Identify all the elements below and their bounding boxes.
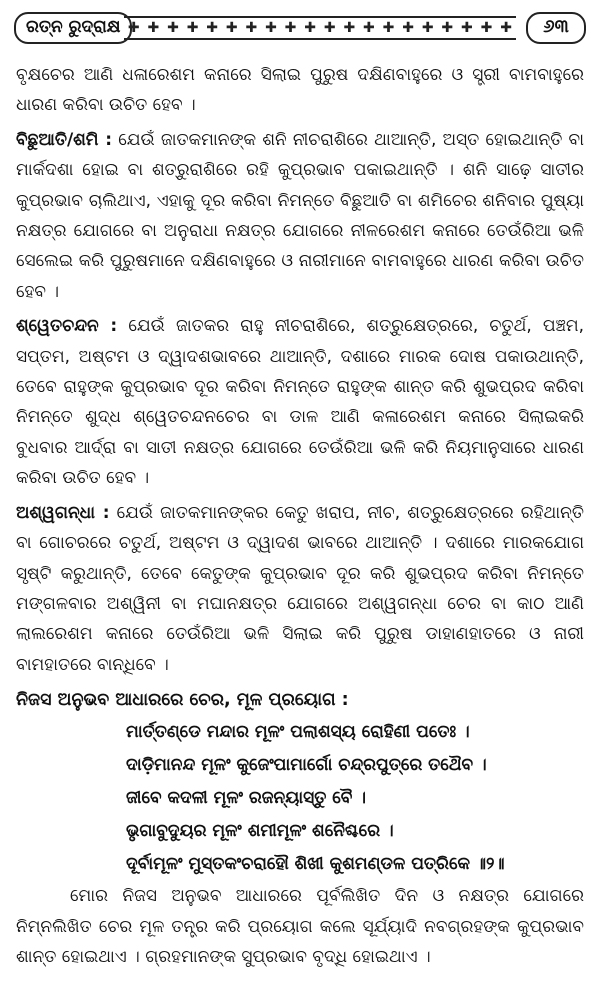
verse-line: ଦାଡ଼ିମାନନ୍ଦ ମୂଳଂ କୁଜେଂପାମାର୍ଗୋ ଚନ୍ଦ୍ରପୁତ୍ରେ ତଥୈବ । (126, 755, 487, 776)
paragraph (16, 311, 584, 493)
ornament-icon: ✚ (147, 20, 160, 36)
page-content (16, 60, 584, 976)
paragraph-text: ବୃକ୍ଷଚେର ଆଣି ଧଳାରେଶମ କନାରେ ସିଲାଇ ପୁରୁଷ ଦକ୍ଷିଣବାହୁରେ ଓ ସ୍ତ୍ରୀ ବାମବାହୁରେ ଧାରଣ କରିବା ଉଚିତ ହେବ । (16, 65, 584, 116)
ornament-icon: ✚ (245, 20, 258, 36)
ornament-icon: ✚ (461, 20, 473, 36)
verse-line: ଭୃଗାବୁଦୁୟର ମୂଳଂ ଶମୀମୂଳଂ ଶନୈଶ୍ଚରେ । (126, 821, 394, 842)
ornament-icon: ✚ (127, 20, 140, 36)
paragraph (16, 125, 584, 307)
ornament-icon: ✚ (382, 20, 395, 36)
ornament-icon: ✚ (186, 20, 199, 36)
paragraph (16, 60, 584, 121)
ornament-icon: ✚ (441, 20, 454, 36)
ornament-icon: ✚ (363, 20, 375, 36)
ornament-icon: ✚ (167, 20, 179, 36)
page-header (14, 10, 586, 44)
ornament-icon: ✚ (206, 20, 219, 36)
paragraph (16, 498, 584, 680)
paragraph-text: ଯେଉଁ ଜାତକମାନଙ୍କ ଶନି ନୀଚରାଶିରେ ଥାଆନ୍ତି, ଅସ୍ତ ହୋଇଥାନ୍ତି ବା ମାର୍କଦଶା ହୋଇ ବା ଶତ୍ରୁରାଶିରେ ରହି କୁପ୍ରଭାବ ପକାଇଥାନ୍ତି । ଶନି ସାଢ଼େ ସାତୀର କୁପ୍ରଭାବ ଚାଲିଥାଏ, ଏହାକୁ ଦୂର କରିବା ନିମନ୍ତେ ବିଛୁଆତି ବା ଶମିଚେର ଶନିବାର ପୁଷ୍ୟା ନକ୍ଷତ୍ର ଯୋଗରେ ବା ଅନୁରାଧା ନକ୍ଷତ୍ର ଯୋଗରେ ନୀଳରେଶମ କନାରେ ତେଉଁରିଆ ଭଳି ସେଲେଇ କରି ପୁରୁଷମାନେ ଦକ୍ଷିଣବାହୁରେ ଓ ନାରୀମାନେ ବାମବାହୁରେ ଧାରଣ କରିବା ଉଚିତ ହେବ । (16, 129, 584, 302)
paragraph-term: ଅଶ୍ୱଗନ୍ଧା : (16, 502, 110, 523)
paragraph-text: ଯେଉଁ ଜାତକର ରାହୁ ନୀଚରାଶିରେ, ଶତ୍ରୁକ୍ଷେତ୍ରରେ, ଚତୁର୍ଥ, ପଞ୍ଚମ, ସପ୍ତମ, ଅଷ୍ଟମ ଓ ଦ୍ୱାଦଶଭାବରେ ଥାଆନ୍ତି, ଦଶାରେ ମାରକ ଦୋଷ ପକାଉଥାନ୍ତି, ତେବେ ରାହୁଙ୍କ କୁପ୍ରଭାବ ଦୂର କରିବା ନିମନ୍ତେ ରାହୁଙ୍କ ଶାନ୍ତ କରି ଶୁଭପ୍ରଦ କରିବା ନିମନ୍ତେ ଶୁଦ୍ଧ ଶ୍ୱେତଚନ୍ଦନଚେର ବା ଡାଳ ଆଣି କଳାରେଶମ କନାରେ ସିଲାଇକରି ବୁଧବାର ଆର୍ଦ୍ରା ବା ସାତୀ ନକ୍ଷତ୍ର ଯୋଗରେ ତେଉଁରିଆ ଭଳି କରି ନିୟମାନୁସାରେ ଧାରଣ କରିବା ଉଚିତ ହେବ । (16, 316, 584, 489)
ornament-icon: ✚ (265, 20, 277, 36)
ornament-icon: ✚ (343, 20, 356, 36)
running-title: ରତ୍ନ ରୁଦ୍ରାକ୍ଷ (14, 12, 132, 44)
verse-line: ଜୀବେ କଦଳୀ ମୂଳଂ ରଜନ୍ୟାସ୍ତୁ ବୈ । (126, 788, 366, 809)
verse-block (126, 716, 584, 881)
ornament-icon: ✚ (480, 20, 493, 36)
ornament-icon: ✚ (323, 20, 336, 36)
ornament-icon: ✚ (402, 20, 414, 36)
verse-line: ଦୂର୍ବାମୂଳଂ ମୁସ୍ତକଂଚରାହୌ ଶିଖୀ କୁଶମଣ୍ଡଳ ପତ୍ରିକେ ॥୨॥ (126, 854, 505, 875)
decorative-border (124, 16, 516, 40)
ornament-icon: ✚ (284, 20, 297, 36)
page-number: ୬୩ (526, 12, 586, 44)
ornament-icon: ✚ (421, 20, 434, 36)
section-heading: ନିଜସ ଅନୁଭବ ଆଧାରରେ ଚେର, ମୂଳ ପ୍ରୟୋଗ : (16, 690, 349, 711)
paragraph-text: ଯେଉଁ ଜାତକମାନଙ୍କର କେତୁ ଖରାପ, ନୀଚ, ଶତ୍ରୁକ୍ଷେତ୍ରରେ ରହିଥାନ୍ତି ବା ଗୋଚରରେ ଚତୁର୍ଥ, ଅଷ୍ଟମ ଓ ଦ୍ୱାଦଶ ଭାବରେ ଥାଆନ୍ତି । ଦଶାରେ ମାରକଯୋଗ ସୃଷ୍ଟି କରୁଥାନ୍ତି, ତେବେ କେତୁଙ୍କ କୁପ୍ରଭାବ ଦୂର କରି ଶୁଭପ୍ରଦ କରିବା ନିମନ୍ତେ ମଙ୍ଗଳବାର ଅଶ୍ୱିନୀ ବା ମଘାନକ୍ଷତ୍ର ଯୋଗରେ ଅଶ୍ୱଗନ୍ଧା ଚେର ବା କାଠ ଆଣି ଲାଲରେଶମ କନାରେ ତେଉଁରିଆ ଭଳି ସିଲାଇ କରି ପୁରୁଷ ଡାହାଣହାତରେ ଓ ନାରୀ ବାମହାତରେ ବାନ୍ଧିବେ । (16, 502, 584, 675)
closing-paragraph: ମୋର ନିଜସ ଅନୁଭବ ଆଧାରରେ ପୂର୍ବଲିଖିତ ଦିନ ଓ ନକ୍ଷତ୍ର ଯୋଗରେ ନିମ୍ନଲିଖିତ ଚେର ମୂଳ ତନ୍ତ୍ର କରି ପ୍ରୟୋଗ କଲେ ସୂର୍ଯ୍ୟାଦି ନବଗ୍ରହଙ୍କ କୁପ୍ରଭାବ ଶାନ୍ତ ହୋଇଥାଏ । ଗ୍ରହମାନଙ୍କ ସୁପ୍ରଭାବ ବୃଦ୍ଧି ହୋଇଥାଏ । (16, 886, 584, 967)
paragraph-term: ବିଛୁଆତି/ଶମି : (16, 129, 113, 150)
ornament-icon: ✚ (500, 20, 512, 36)
verse-line: ମାର୍ତ୍ତଣ୍ଡେ ମନ୍ଦାର ମୂଳଂ ପଲାଶସ୍ୟ ରୋହିଣୀ ପତେଃ । (126, 722, 470, 743)
paragraph-term: ଶ୍ୱେତଚନ୍ଦନ : (16, 316, 118, 337)
ornament-icon: ✚ (304, 20, 316, 36)
ornament-icon: ✚ (225, 20, 238, 36)
